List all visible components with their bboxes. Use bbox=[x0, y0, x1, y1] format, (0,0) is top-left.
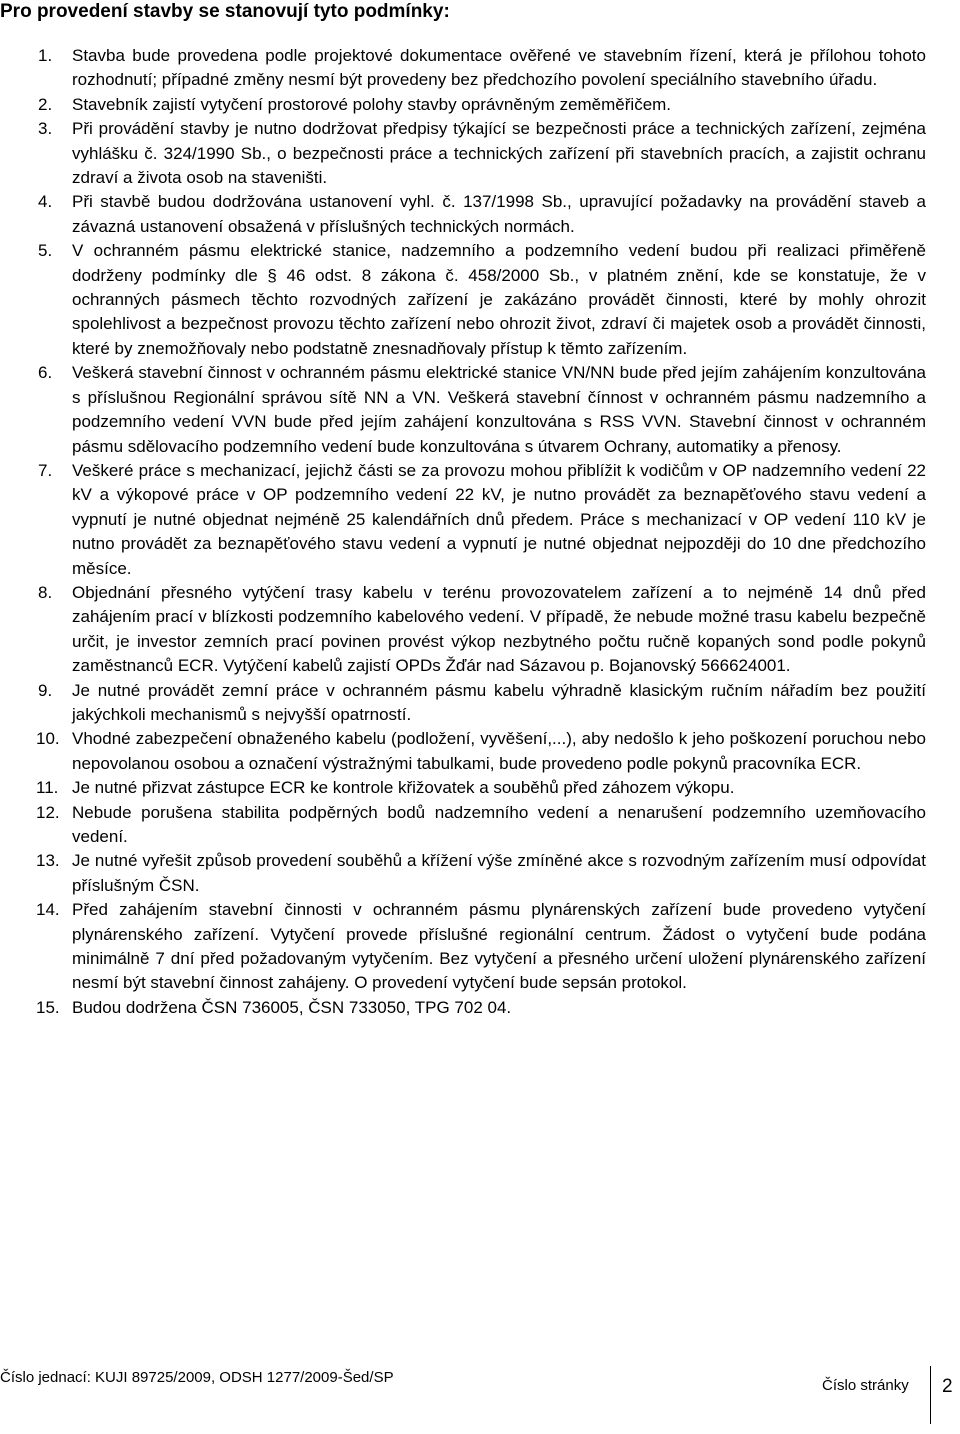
item-number: 10. bbox=[36, 729, 60, 749]
item-number: 3. bbox=[38, 119, 53, 139]
list-item bbox=[0, 849, 926, 898]
item-number: 6. bbox=[38, 363, 53, 383]
conditions-list bbox=[0, 44, 926, 1020]
item-text: Při provádění stavby je nutno dodržovat předpisy týkající se bezpečnosti práce a technických zařízení, zejména vyhlášku č. 324/1990 Sb., o bezpečnosti práce a technických zařízení při stavebních pracích, a zajistit ochranu zdraví a života osob na staveništi. bbox=[72, 119, 926, 188]
item-number: 1. bbox=[38, 46, 53, 65]
list-item bbox=[0, 190, 926, 239]
item-text: Budou dodržena ČSN 736005, ČSN 733050, TPG 702 04. bbox=[72, 997, 512, 1017]
list-item bbox=[0, 898, 926, 996]
item-number: 11. bbox=[36, 778, 59, 798]
section-heading: Pro provedení stavby se stanovují tyto podmínky: bbox=[0, 1, 450, 22]
item-text: Veškerá stavební činnost v ochranném pásmu elektrické stanice VN/NN bude před jejím zahájením konzultována s příslušnou Regionální správou sítě NN a VN. Veškerá stavební čínnost v ochranném pásmu nadzemního a podzemního vedení VVN bude před jejím zahájení konzultována s RSS VVN. Stavební činnost v ochranném pásmu sdělovacího podzemního vedení bude konzultována s útvarem Ochrany, automatiky a přenosy. bbox=[72, 363, 926, 456]
item-number: 12. bbox=[36, 802, 60, 822]
item-text: Objednání přesného vytýčení trasy kabelu v terénu provozovatelem zařízení a to nejméně 14 dnů před zahájením prací v blízkosti podzemního kabelového vedení. V případě, že nebude možné trasu kabelu bezpečně určit, je investor zemních prací povinen provést výkop nezbytného počtu ručně kopaných sond podle pokynů zaměstnanců ECR. Vytýčení kabelů zajistí OPDs Žďár nad Sázavou p. Bojanovský 566624001. bbox=[72, 582, 926, 676]
item-number: 5. bbox=[38, 241, 53, 261]
item-number: 13. bbox=[36, 851, 60, 871]
item-text: Je nutné vyřešit způsob provedení souběhů a křížení výše zmíněné akce s rozvodným zařízením musí odpovídat příslušným ČSN. bbox=[72, 851, 926, 895]
list-item bbox=[0, 581, 926, 679]
item-text: Stavebník zajistí vytyčení prostorové polohy stavby oprávněným zeměměřičem. bbox=[72, 94, 672, 114]
list-item bbox=[0, 679, 926, 728]
item-text: Veškeré práce s mechanizací, jejichž části se za provozu mohou přiblížit k vodičům v OP nadzemního vedení 22 kV a výkopové práce v OP podzemního vedení 22 kV, je nutno provádět za beznapěťového stavu vedení a vypnutí je nutné objednat nejméně 25 kalendářních dnů předem. Práce s mechanizací v OP vedení 110 kV je nutno provádět za beznapěťového stavu vedení a vypnutí je nutné objednat nejpozději do 10 dne předchozího měsíce. bbox=[72, 460, 926, 578]
item-text: Při stavbě budou dodržována ustanovení vyhl. č. 137/1998 Sb., upravující požadavky na provádění staveb a závazná ustanovení obsažená v příslušných technických normách. bbox=[72, 192, 926, 236]
item-text: Je nutné provádět zemní práce v ochranném pásmu kabelu výhradně klasickým ručním nářadím bez použití jakýchkoli mechanismů s nejvyšší opatrností. bbox=[72, 680, 926, 724]
item-number: 7. bbox=[38, 460, 53, 480]
item-number: 4. bbox=[38, 192, 53, 212]
item-number: 15. bbox=[36, 997, 60, 1017]
item-number: 14. bbox=[36, 900, 60, 920]
list-item bbox=[0, 361, 926, 459]
list-item bbox=[0, 459, 926, 581]
list-item bbox=[0, 727, 926, 776]
page-footer bbox=[0, 1366, 960, 1426]
list-item bbox=[0, 801, 926, 850]
item-text: Vhodné zabezpečení obnaženého kabelu (podložení, vyvěšení,...), aby nedošlo k jeho poškození poruchou nebo nepovolanou osobou a označení výstražnými tabulkami, bude provedeno podle pokynů pracovníka ECR. bbox=[72, 729, 926, 773]
item-number: 9. bbox=[38, 680, 53, 700]
item-text: Před zahájením stavební činnosti v ochranném pásmu plynárenských zařízení bude provedeno vytyčení plynárenského zařízení. Vytyčení provede příslušné regionální centrum. Žádost o vytyčení bude podána minimálně 7 dní před požadovaným vytyčením. Bez vytyčení a přesného určení uložení plynárenského zařízení nesmí být stavební činnost zahájeny. O provedení vytyčení bude sepsán protokol. bbox=[72, 900, 926, 993]
item-text: V ochranném pásmu elektrické stanice, nadzemního a podzemního vedení budou při realizaci přiměřeně dodrženy podmínky dle § 46 odst. 8 zákona č. 458/2000 Sb., v platném znění, kde se konstatuje, že v ochranných pásmech těchto rozvodných zařízení je zakázáno provádět činnosti, které by mohly ohrozit spolehlivost a bezpečnost provozu těchto zařízení nebo ohrozit život, zdraví či majetek osob a provádět činnosti, které by znemožňovaly nebo podstatně znesnadňovaly přístup k těmto zařízením. bbox=[72, 241, 926, 358]
item-text: Je nutné přizvat zástupce ECR ke kontrole křižovatek a souběhů před záhozem výkopu. bbox=[72, 778, 735, 798]
list-item bbox=[0, 776, 926, 800]
item-number: 8. bbox=[38, 582, 53, 602]
item-text: Nebude porušena stabilita podpěrných bodů nadzemního vedení a nenarušení podzemního uzemňovacího vedení. bbox=[72, 802, 926, 846]
list-item bbox=[0, 93, 926, 117]
reference-number: Číslo jednací: KUJI 89725/2009, ODSH 1277/2009-Šed/SP bbox=[0, 1369, 394, 1386]
page-number: 2 bbox=[942, 1376, 953, 1397]
list-item bbox=[0, 996, 926, 1020]
item-number: 2. bbox=[38, 94, 53, 114]
page-number-label: Číslo stránky bbox=[822, 1377, 909, 1394]
list-item bbox=[0, 117, 926, 190]
footer-divider bbox=[930, 1366, 931, 1424]
list-item bbox=[0, 44, 926, 93]
item-text: Stavba bude provedena podle projektové dokumentace ověřené ve stavebním řízení, která je přílohou tohoto rozhodnutí; případné změny nesmí být provedeny bez předchozího povolení speciálního stavebního úřadu. bbox=[72, 46, 926, 90]
list-item bbox=[0, 239, 926, 361]
